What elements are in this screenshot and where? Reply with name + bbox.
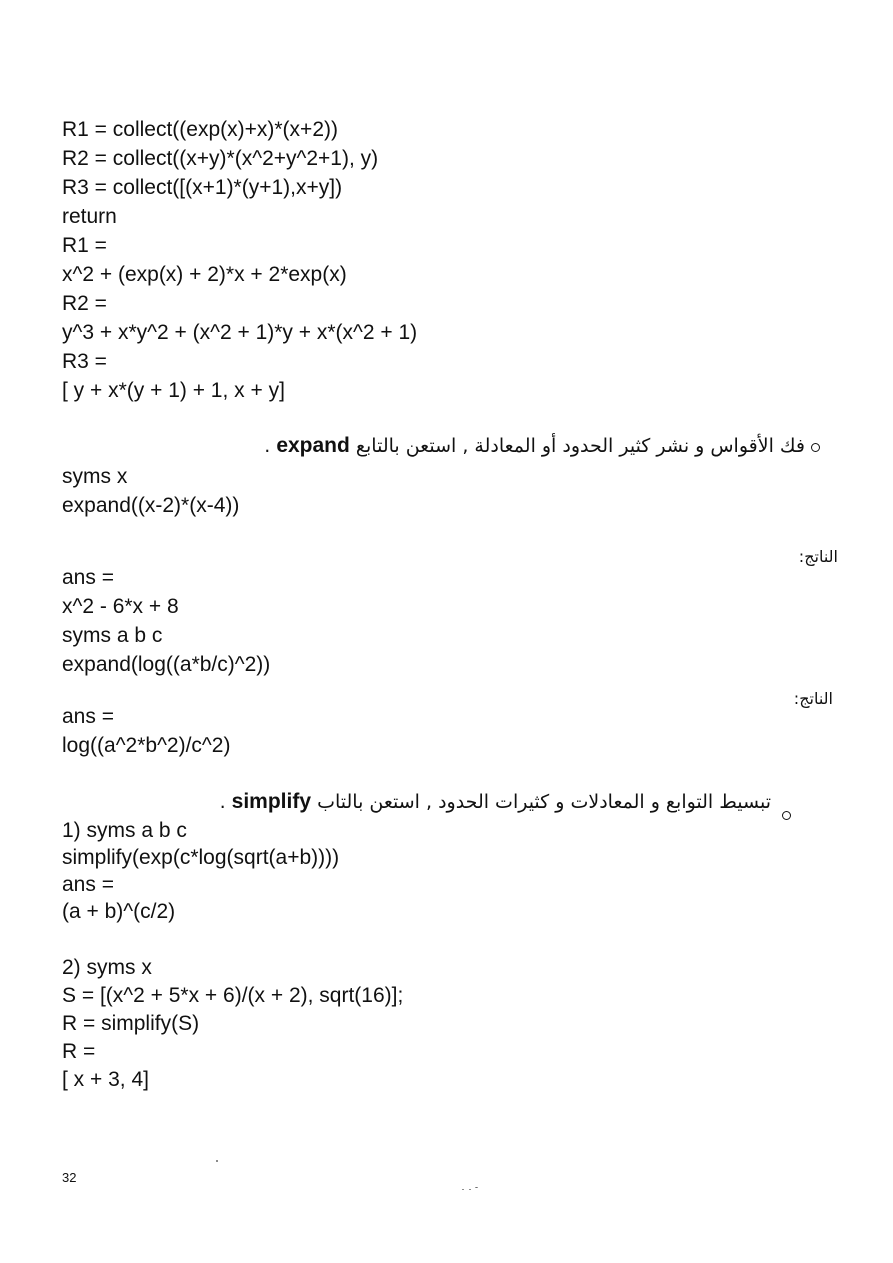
code-line: syms x bbox=[62, 465, 128, 488]
code-line: x^2 + (exp(x) + 2)*x + 2*exp(x) bbox=[62, 263, 347, 286]
simplify-heading-text: تبسيط التوابع و المعادلات و كثيرات الحدود , استعن بالتاب bbox=[317, 791, 771, 813]
code-line: ans = bbox=[62, 705, 114, 728]
expand-keyword: expand bbox=[276, 434, 350, 457]
scan-speck bbox=[216, 1160, 218, 1162]
expand-heading-text: فك الأقواس و نشر كثير الحدود أو المعادلة , استعن بالتابع bbox=[355, 435, 805, 457]
code-line: log((a^2*b^2)/c^2) bbox=[62, 734, 231, 757]
bullet-circle-icon bbox=[782, 811, 791, 820]
page-number: 32 bbox=[62, 1170, 77, 1185]
code-line: R3 = collect([(x+1)*(y+1),x+y]) bbox=[62, 176, 343, 199]
code-line: simplify(exp(c*log(sqrt(a+b)))) bbox=[62, 846, 340, 869]
code-line: return bbox=[62, 205, 117, 228]
code-line: R = bbox=[62, 1040, 96, 1063]
scan-speck bbox=[462, 1189, 464, 1190]
expand-heading-end: . bbox=[264, 435, 277, 457]
result-label: الناتج: bbox=[793, 689, 833, 708]
code-line: R = simplify(S) bbox=[62, 1012, 200, 1035]
result-label: الناتج: bbox=[798, 547, 838, 566]
code-line: expand((x-2)*(x-4)) bbox=[62, 494, 240, 517]
code-line: R3 = bbox=[62, 350, 107, 373]
scan-speck bbox=[469, 1189, 471, 1190]
code-line: R1 = collect((exp(x)+x)*(x+2)) bbox=[62, 118, 338, 141]
simplify-heading-end: . bbox=[219, 791, 232, 813]
scan-speck bbox=[475, 1187, 478, 1188]
code-line: y^3 + x*y^2 + (x^2 + 1)*y + x*(x^2 + 1) bbox=[62, 321, 418, 344]
code-line: ans = bbox=[62, 566, 114, 589]
code-line: (a + b)^(c/2) bbox=[62, 900, 176, 923]
code-line: [ y + x*(y + 1) + 1, x + y] bbox=[62, 379, 285, 402]
code-line: R2 = bbox=[62, 292, 107, 315]
code-line: R2 = collect((x+y)*(x^2+y^2+1), y) bbox=[62, 147, 379, 170]
code-line: ans = bbox=[62, 873, 114, 896]
code-line: expand(log((a*b/c)^2)) bbox=[62, 653, 271, 676]
bullet-circle-icon bbox=[811, 443, 820, 452]
code-line: 2) syms x bbox=[62, 956, 152, 979]
simplify-keyword: simplify bbox=[231, 790, 312, 813]
simplify-heading bbox=[220, 788, 771, 816]
code-line: [ x + 3, 4] bbox=[62, 1068, 149, 1091]
code-line: syms a b c bbox=[62, 624, 163, 647]
code-line: S = [(x^2 + 5*x + 6)/(x + 2), sqrt(16)]; bbox=[62, 984, 404, 1007]
code-line: R1 = bbox=[62, 234, 107, 257]
code-line: x^2 - 6*x + 8 bbox=[62, 595, 179, 618]
expand-heading bbox=[264, 432, 805, 460]
code-line: 1) syms a b c bbox=[62, 819, 187, 842]
